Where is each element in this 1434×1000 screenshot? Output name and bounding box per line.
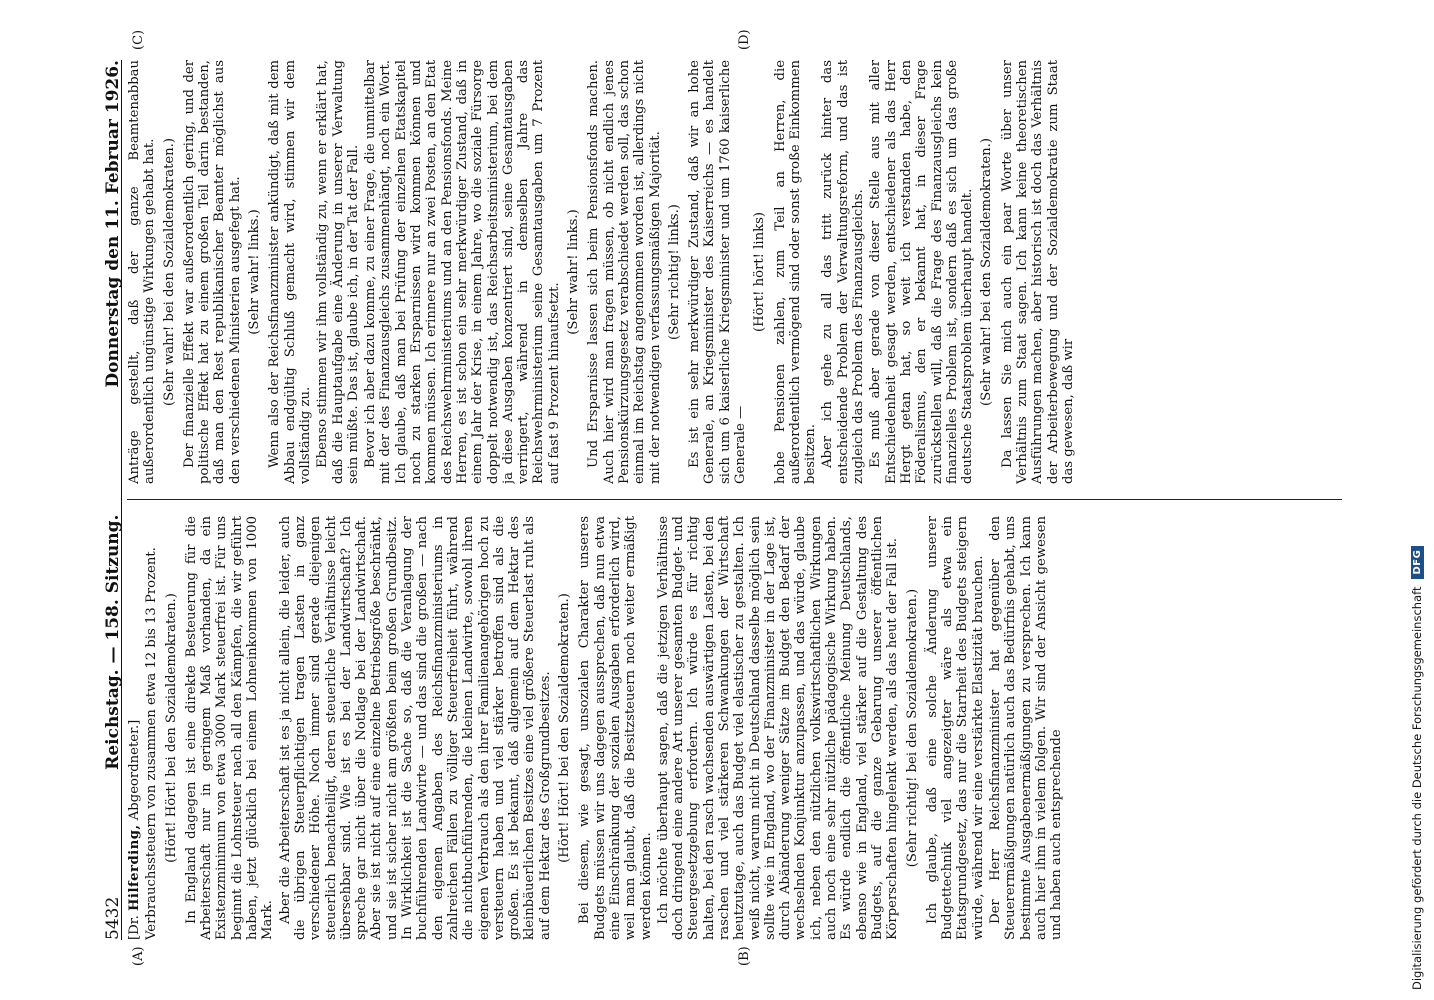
paragraph: Da lassen Sie mich auch ein paar Worte über unser Verhältnis zum Staat sagen. Ich kann keine theoretischen Ausführungen machen, aber historisch ist doch das Verhältnis der Arbeiterbewegung und der Sozialdemokratie zum Staat das gewesen, daß wir <box>999 60 1076 484</box>
paragraph: Ich glaube, daß eine solche Änderung unserer Budgettechnik viel angezeigter wäre als etwa ein Etatsgrundgesetz, das nur die Starrheit des Budgets steigern würde, während wir eine verstärkte Elastizität brauchen. <box>924 516 986 940</box>
margin-marker-d: (D) <box>737 29 752 50</box>
speaker-name: Hilferding, <box>127 824 142 912</box>
page-number: 5432 <box>102 896 123 940</box>
interjection: (Sehr richtig! links.) <box>666 204 682 340</box>
dfg-logo: DFG <box>1411 546 1424 579</box>
speaker-role: Abgeordneter.] <box>127 719 142 825</box>
interjection: (Hört! Hört! bei den Sozialdemokraten.) <box>163 593 179 863</box>
interjection: (Sehr wahr! bei den Sozialdemokraten.) <box>161 138 177 406</box>
paragraph: Ebenso stimmen wir ihm vollständig zu, wenn er erklärt hat, daß die Hauptaufgabe eine Änderung in unserer Verwaltung sein müßte. Das ist, glaube ich, in der Tat der Fall. <box>315 60 361 484</box>
paragraph: In England dagegen ist eine direkte Besteuerung für die Arbeiterschaft nur in geringem Maß vorhanden, da ein Existenzminimum von etwa 3000 Mark steuerfrei ist. Für uns beginnt die Lohnsteuer nach all den Kämpfen, die wir geführt haben, jetzt glücklich bei einem Lohneinkommen von 1000 Mark. <box>183 516 276 940</box>
paragraph: Anträge gestellt, daß der ganze Beamtenabbau außerordentlich ungünstige Wirkungen gehabt hat. <box>127 60 158 484</box>
interjection: (Sehr wahr! bei den Sozialdemokraten.) <box>979 138 995 406</box>
interjection: (Sehr wahr! links.) <box>566 209 582 335</box>
paragraph: Wenn also der Reichsfinanzminister ankündigt, daß mit dem Abbau endgültig Schluß gemacht wird, stimmen wir dem vollständig zu. <box>267 60 313 484</box>
interjection: (Sehr wahr! links.) <box>247 209 263 335</box>
text-columns <box>127 60 1347 940</box>
paragraph: Bevor ich aber dazu komme, zu einer Frage, die unmittelbar mit der des Finanzausgleichs zusammenhängt, noch ein Wort. Ich glaube, daß man bei Prüfung der einzelnen Etatskapitel noch zu starken Ersparnissen wird kommen können und kommen müssen. Ich erinnere nur an zwei Posten, an den Etat des Reichswehrministeriums und an den Pensionsfonds. Meine Herren, es ist schon ein sehr merkwürdiger Zustand, daß in einem Jahr der Krise, in einem Jahre, wo die soziale Fürsorge doppelt notwendig ist, das Reichsarbeitsministerium, bei dem ja diese Ausgaben konzentriert sind, seine Gesamtausgaben verringert, während in demselben Jahre das Reichswehrministerium seine Gesamtausgaben um 7 Prozent auf fast 9 Prozent hinaufsetzt. <box>363 60 562 484</box>
margin-marker-a: (A) <box>131 946 146 966</box>
page-header <box>97 60 122 940</box>
margin-marker-b: (B) <box>737 946 752 966</box>
document-page <box>97 29 1347 966</box>
margin-marker-c: (C) <box>131 29 146 50</box>
paragraph: Aber ich gehe zu all das tritt zurück hinter das entscheidende Problem der Verwaltungsreform, und das ist zugleich das Problem des Finanzausgleichs. <box>820 60 867 484</box>
paragraph: Aber die Arbeiterschaft ist es ja nicht allein, die leider, auch die übrigen Steuerpflichtigen tragen Lasten in ganz verschiedener Höhe. Noch immer sind gerade diejenigen steuerlich benachteiligt, deren steuerliche Verhältnisse leicht übersehbar sind. Wie ist es bei der Landwirtschaft? Ich spreche gar nicht über die Notlage bei der Landwirtschaft. Aber sie ist nicht auf eine einzelne Betriebsgröße beschränkt, und sie ist sicher nicht am größten beim großen Grundbesitz. In Wirklichkeit ist die Sache so, daß die Veranlagung der buchführenden Landwirte — und das sind die großen — nach den eigenen Angaben des Reichsfinanzministeriums in zahlreichen Fällen zu völliger Steuerfreiheit führt, während die nichtbuchführenden, die kleinen Landwirte, sowohl ihren eigenen Verbrauch als den ihrer Familienangehörigen hoch zu versteuern haben und viel stärker betroffen sind als die großen. Es ist bekannt, daß allgemein auf dem Hektar des kleinbäuerlichen Besitzes eine viel größere Steuerlast ruht als auf dem Hektar des Großgrundbesitzes. <box>277 516 553 940</box>
paragraph: Verbrauchssteuern von zusammen etwa 12 bis 13 Prozent. <box>144 547 160 940</box>
header-session: Reichstag. — 158. Sitzung. <box>102 514 123 770</box>
credit-line <box>1406 10 1428 990</box>
paragraph: Und Ersparnisse lassen sich beim Pensionsfonds machen. Auch hier wird man fragen müssen, ob nicht endlich jenes Pensionskürzungsgesetz verabschiedet werden soll, das schon einmal im Reichstag angenommen worden ist, allerdings nicht mit der notwendigen verfassungsmäßigen Majorität. <box>586 60 663 484</box>
paragraph: Es muß aber gerade von dieser Stelle aus mit aller Entschiedenheit gesagt werden, entschiedener als das Herr Hergt getan hat, so weit ich verstanden habe, den Föderalismus, den er bekannt hat, in dieser Frage zurückstellen will, daß die Frage des Finanzausgleichs kein finanzielles Problem ist, sondern daß es sich um das große deutsche Staatsproblem überhaupt handelt. <box>868 60 976 484</box>
paragraph: Es ist ein sehr merkwürdiger Zustand, daß wir an hohe Generale, an Kriegsminister des Kaiserreichs — es handelt sich um 6 kaiserliche Kriegsminister und um 1760 kaiserliche Generale — <box>687 60 748 484</box>
interjection: (Hört! hört! links) <box>752 211 768 333</box>
speaker-line <box>127 516 142 940</box>
left-column <box>127 516 1347 940</box>
digitization-credit <box>1406 10 1428 990</box>
credit-text: Digitalisierung gefördert durch die Deutsche Forschungsgemeinschaft <box>1410 586 1424 990</box>
paragraph: Der finanzielle Effekt war außerordentlich gering, und der politische Effekt hat zu einem großen Teil darin bestanden, daß man den Rest republikanischer Beamter möglichst aus den verschiedenen Ministerien ausgefegt hat. <box>181 60 243 484</box>
interjection: (Hört! Hört! bei den Sozialdemokraten.) <box>557 593 573 863</box>
interjection: (Sehr richtig! bei den Sozialdemokraten.) <box>904 588 920 868</box>
right-column <box>127 60 1347 484</box>
paragraph: Bei diesem, wie gesagt, unsozialen Charakter unseres Budgets müssen wir uns dagegen aussprechen, daß nun etwa eine Einschränkung der sozialen Ausgaben erforderlich wird, weil man glaubt, daß die Besitzsteuern noch weiter ermäßigt werden können. <box>577 516 654 940</box>
paragraph: Ich möchte überhaupt sagen, daß die jetzigen Verhältnisse doch dringend eine andere Art unserer gesamten Budget- und Steuergesetzgebung erfordern. Ich würde es für richtig halten, bei den rasch wachsenden auswärtigen Lasten, bei den raschen und viel stärkeren Schwankungen der Wirtschaft heutzutage, auch das Budget viel elastischer zu gestalten. Ich weiß nicht, warum nicht in Deutschland dasselbe möglich sein sollte wie in England, wo der Finanzminister in der Lage ist, durch Abänderung weniger Sätze im Budget den Bedarf der wechselnden Konjunktur anzupassen, und das würde, glaube ich, neben den nützlichen volkswirtschaftlichen Wirkungen auch noch eine sehr nützliche pädagogische Wirkung haben. Es würde endlich die öffentliche Meinung Deutschlands, ebenso wie in England, viel stärker auf die Gestaltung des Budgets, auf die ganze Gebarung unserer öffentlichen Körperschaften hingelenkt werden, als das heut der Fall ist. <box>655 516 901 940</box>
paragraph: Der Herr Reichsfinanzminister hat gegenüber den Steuerermäßigungen natürlich auch das Bedürfnis gehabt, uns bestimmte Ausgabenermäßigungen zu versprechen. Ich kann auch hier ihm in vielem folgen. Wir sind der Ansicht gewesen und haben auch entsprechende <box>988 516 1065 940</box>
speaker-intro: [Dr. <box>127 911 142 940</box>
paragraph: hohe Pensionen zahlen, zum Teil an Herren, die außerordentlich vermögend sind oder sonst große Einkommen besitzen. <box>772 60 819 484</box>
header-date: Donnerstag den 11. Februar 1926. <box>102 60 123 388</box>
